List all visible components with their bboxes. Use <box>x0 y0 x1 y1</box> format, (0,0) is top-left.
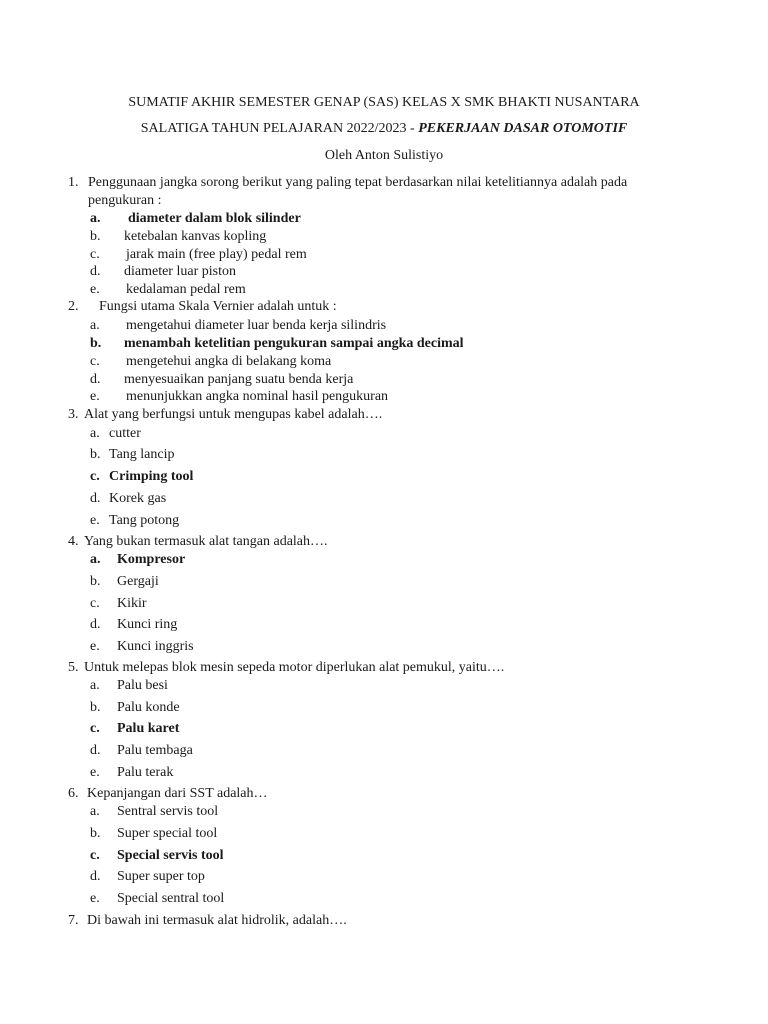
option-letter: d. <box>90 264 101 279</box>
question-text: Alat yang berfungsi untuk mengupas kabel adalah…. <box>84 407 383 422</box>
question-number: 6. <box>68 786 79 801</box>
option-letter: d. <box>90 617 101 632</box>
option-letter: a. <box>90 552 101 567</box>
question-number: 5. <box>68 660 79 675</box>
option-letter: c. <box>90 247 100 262</box>
exam-author: Oleh Anton Sulistiyo <box>324 148 444 163</box>
option-letter: a. <box>90 426 100 441</box>
option-letter: c. <box>90 721 100 736</box>
option-text: Korek gas <box>109 491 167 506</box>
option-text: Super special tool <box>117 826 218 841</box>
option-text: menunjukkan angka nominal hasil pengukuran <box>126 389 389 404</box>
option-text: Kunci inggris <box>117 639 194 654</box>
option-letter: d. <box>90 743 101 758</box>
option-text-answer: diameter dalam blok silinder <box>128 211 301 226</box>
option-text-answer: Palu karet <box>117 721 180 736</box>
option-letter: b. <box>90 447 101 462</box>
option-letter: e. <box>90 282 100 297</box>
option-text: Special sentral tool <box>117 891 225 906</box>
option-letter: a. <box>90 318 100 333</box>
option-text: diameter luar piston <box>124 264 236 279</box>
question-text: Untuk melepas blok mesin sepeda motor diperlukan alat pemukul, yaitu…. <box>84 660 505 675</box>
option-letter: b. <box>90 826 101 841</box>
option-letter: b. <box>90 700 101 715</box>
option-text: Palu besi <box>117 678 168 693</box>
option-letter: c. <box>90 596 100 611</box>
option-letter: e. <box>90 513 100 528</box>
exam-title-line-2 <box>0 120 768 138</box>
option-letter: c. <box>90 469 100 484</box>
option-text-answer: Special servis tool <box>117 848 224 863</box>
option-text: Palu terak <box>117 765 174 780</box>
option-text: mengetahui diameter luar benda kerja silindris <box>126 318 387 333</box>
option-letter: d. <box>90 869 101 884</box>
option-letter: a. <box>90 804 100 819</box>
option-text-answer: Kompresor <box>117 552 186 567</box>
option-text: Kunci ring <box>117 617 178 632</box>
question-text: Kepanjangan dari SST adalah… <box>87 786 268 801</box>
option-letter: e. <box>90 389 100 404</box>
option-text: Palu tembaga <box>117 743 193 758</box>
option-text: Super super top <box>117 869 205 884</box>
option-text: Sentral servis tool <box>117 804 219 819</box>
question-text: Di bawah ini termasuk alat hidrolik, adalah…. <box>87 913 347 928</box>
option-text: Kikir <box>117 596 147 611</box>
option-text: mengetehui angka di belakang koma <box>126 354 332 369</box>
exam-title-line-1: SUMATIF AKHIR SEMESTER GENAP (SAS) KELAS X SMK BHAKTI NUSANTARA <box>128 95 640 110</box>
option-letter: e. <box>90 639 100 654</box>
exam-title-plain: SALATIGA TAHUN PELAJARAN 2022/2023 - <box>140 121 419 136</box>
option-letter: b. <box>90 229 101 244</box>
option-letter: a. <box>90 678 100 693</box>
option-text: kedalaman pedal rem <box>126 282 246 297</box>
option-text: menyesuaikan panjang suatu benda kerja <box>124 372 354 387</box>
option-text: cutter <box>109 426 141 441</box>
option-text: Tang lancip <box>109 447 175 462</box>
option-letter: b. <box>90 336 102 351</box>
question-number: 3. <box>68 407 79 422</box>
question-number: 2. <box>68 299 79 314</box>
exam-subject: PEKERJAAN DASAR OTOMOTIF <box>418 121 628 136</box>
option-letter: c. <box>90 848 100 863</box>
option-text: ketebalan kanvas kopling <box>124 229 267 244</box>
question-number: 4. <box>68 534 79 549</box>
question-number: 1. <box>68 175 79 190</box>
option-letter: e. <box>90 891 100 906</box>
option-letter: d. <box>90 491 101 506</box>
option-text-answer: Crimping tool <box>109 469 194 484</box>
question-text: Fungsi utama Skala Vernier adalah untuk : <box>99 299 337 314</box>
question-text-continued: pengukuran : <box>88 193 162 208</box>
question-number: 7. <box>68 913 79 928</box>
option-letter: a. <box>90 211 101 226</box>
question-text: Yang bukan termasuk alat tangan adalah…. <box>84 534 328 549</box>
option-letter: b. <box>90 574 101 589</box>
option-letter: c. <box>90 354 100 369</box>
option-text: Palu konde <box>117 700 180 715</box>
option-text: Tang potong <box>109 513 180 528</box>
option-letter: e. <box>90 765 100 780</box>
option-letter: d. <box>90 372 101 387</box>
option-text-answer: menambah ketelitian pengukuran sampai angka decimal <box>124 336 464 351</box>
question-text: Penggunaan jangka sorong berikut yang paling tepat berdasarkan nilai ketelitiannya adalah pada <box>88 175 628 190</box>
option-text: jarak main (free play) pedal rem <box>126 247 307 262</box>
option-text: Gergaji <box>117 574 159 589</box>
